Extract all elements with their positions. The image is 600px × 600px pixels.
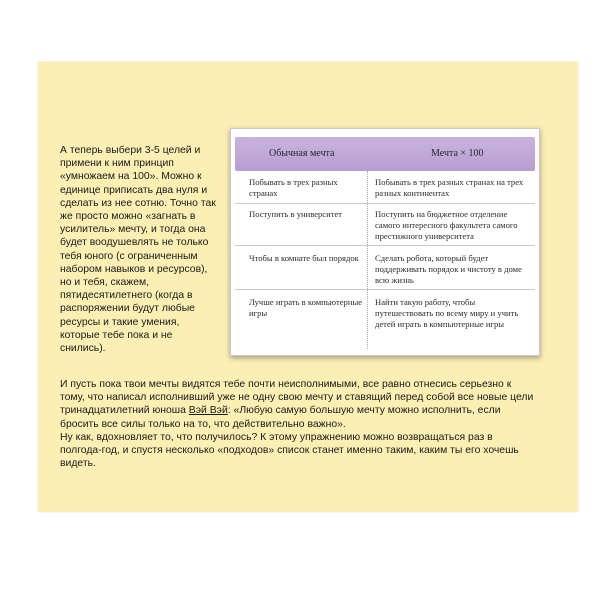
bottom-text-block [60, 378, 535, 470]
row-divider [235, 289, 535, 290]
cell-x100: Поступить на бюджетное отделение самого интересного факультета самого престижного университета [375, 209, 518, 241]
cell-ordinary: Поступить в университет [249, 209, 343, 219]
cell-x100: Найти такую работу, чтобы путешествовать по всему миру и учить детей играть в компьютерные игры [375, 297, 519, 329]
paragraph-text: И пусть пока твои мечты видятся тебе почти неисполнимыми, все равно отнесись серьезно к тому, что написал исполнивший уже не одну свою мечту и ставящий перед собой все новые цели тринадцатилетний юноша [60, 379, 534, 417]
cell-x100: Побывать в трех разных странах на трех разных континентах [375, 177, 524, 198]
intro-text-block [60, 144, 220, 355]
person-name: Вэй Вэй [188, 405, 228, 417]
cell-x100: Сделать робота, который будет поддерживать порядок и чистоту в доме всю жизнь [375, 253, 522, 285]
header-ordinary-dream: Обычная мечта [269, 148, 335, 159]
row-divider [235, 245, 535, 246]
intro-paragraph: А теперь выбери 3-5 целей и примени к ним принцип «умножаем на 100». Можно к единице приписать два нуля и сделать из нее сотню. Точно так же просто можно «загнать в усилитель» мечту, и тогда она будет воодушевлять не только тебя юного (с ограниченным набором навыков и ресурсов), но и тебя, скажем, пятидесятилетнего (когда в распоряжении будут любые ресурсы и такие умения, которые тебе пока и не снились). [60, 145, 216, 355]
quote-text: : «Любую самую большую мечту можно исполнить, если бросить все силы только на то, что действительно важно». [60, 405, 501, 430]
row-divider [235, 203, 535, 204]
cell-ordinary: Чтобы в комнате был порядок [249, 253, 359, 263]
header-dream-x100: Мечта × 100 [431, 148, 484, 159]
bottom-paragraph-2: Ну как, вдохновляет то, что получилось? К этому упражнению можно возвращаться раз в полгода-год, и спустя несколько «подходов» список станет именно таким, каким ты его хочешь видеть. [60, 431, 519, 470]
cell-ordinary: Лучше играть в компьютерные игры [249, 297, 363, 318]
bottom-paragraph-1 [60, 378, 535, 431]
table-header [235, 137, 535, 171]
column-divider [367, 171, 368, 349]
dream-comparison-table [230, 128, 540, 356]
cell-ordinary: Побывать в трех разных странах [249, 177, 338, 198]
